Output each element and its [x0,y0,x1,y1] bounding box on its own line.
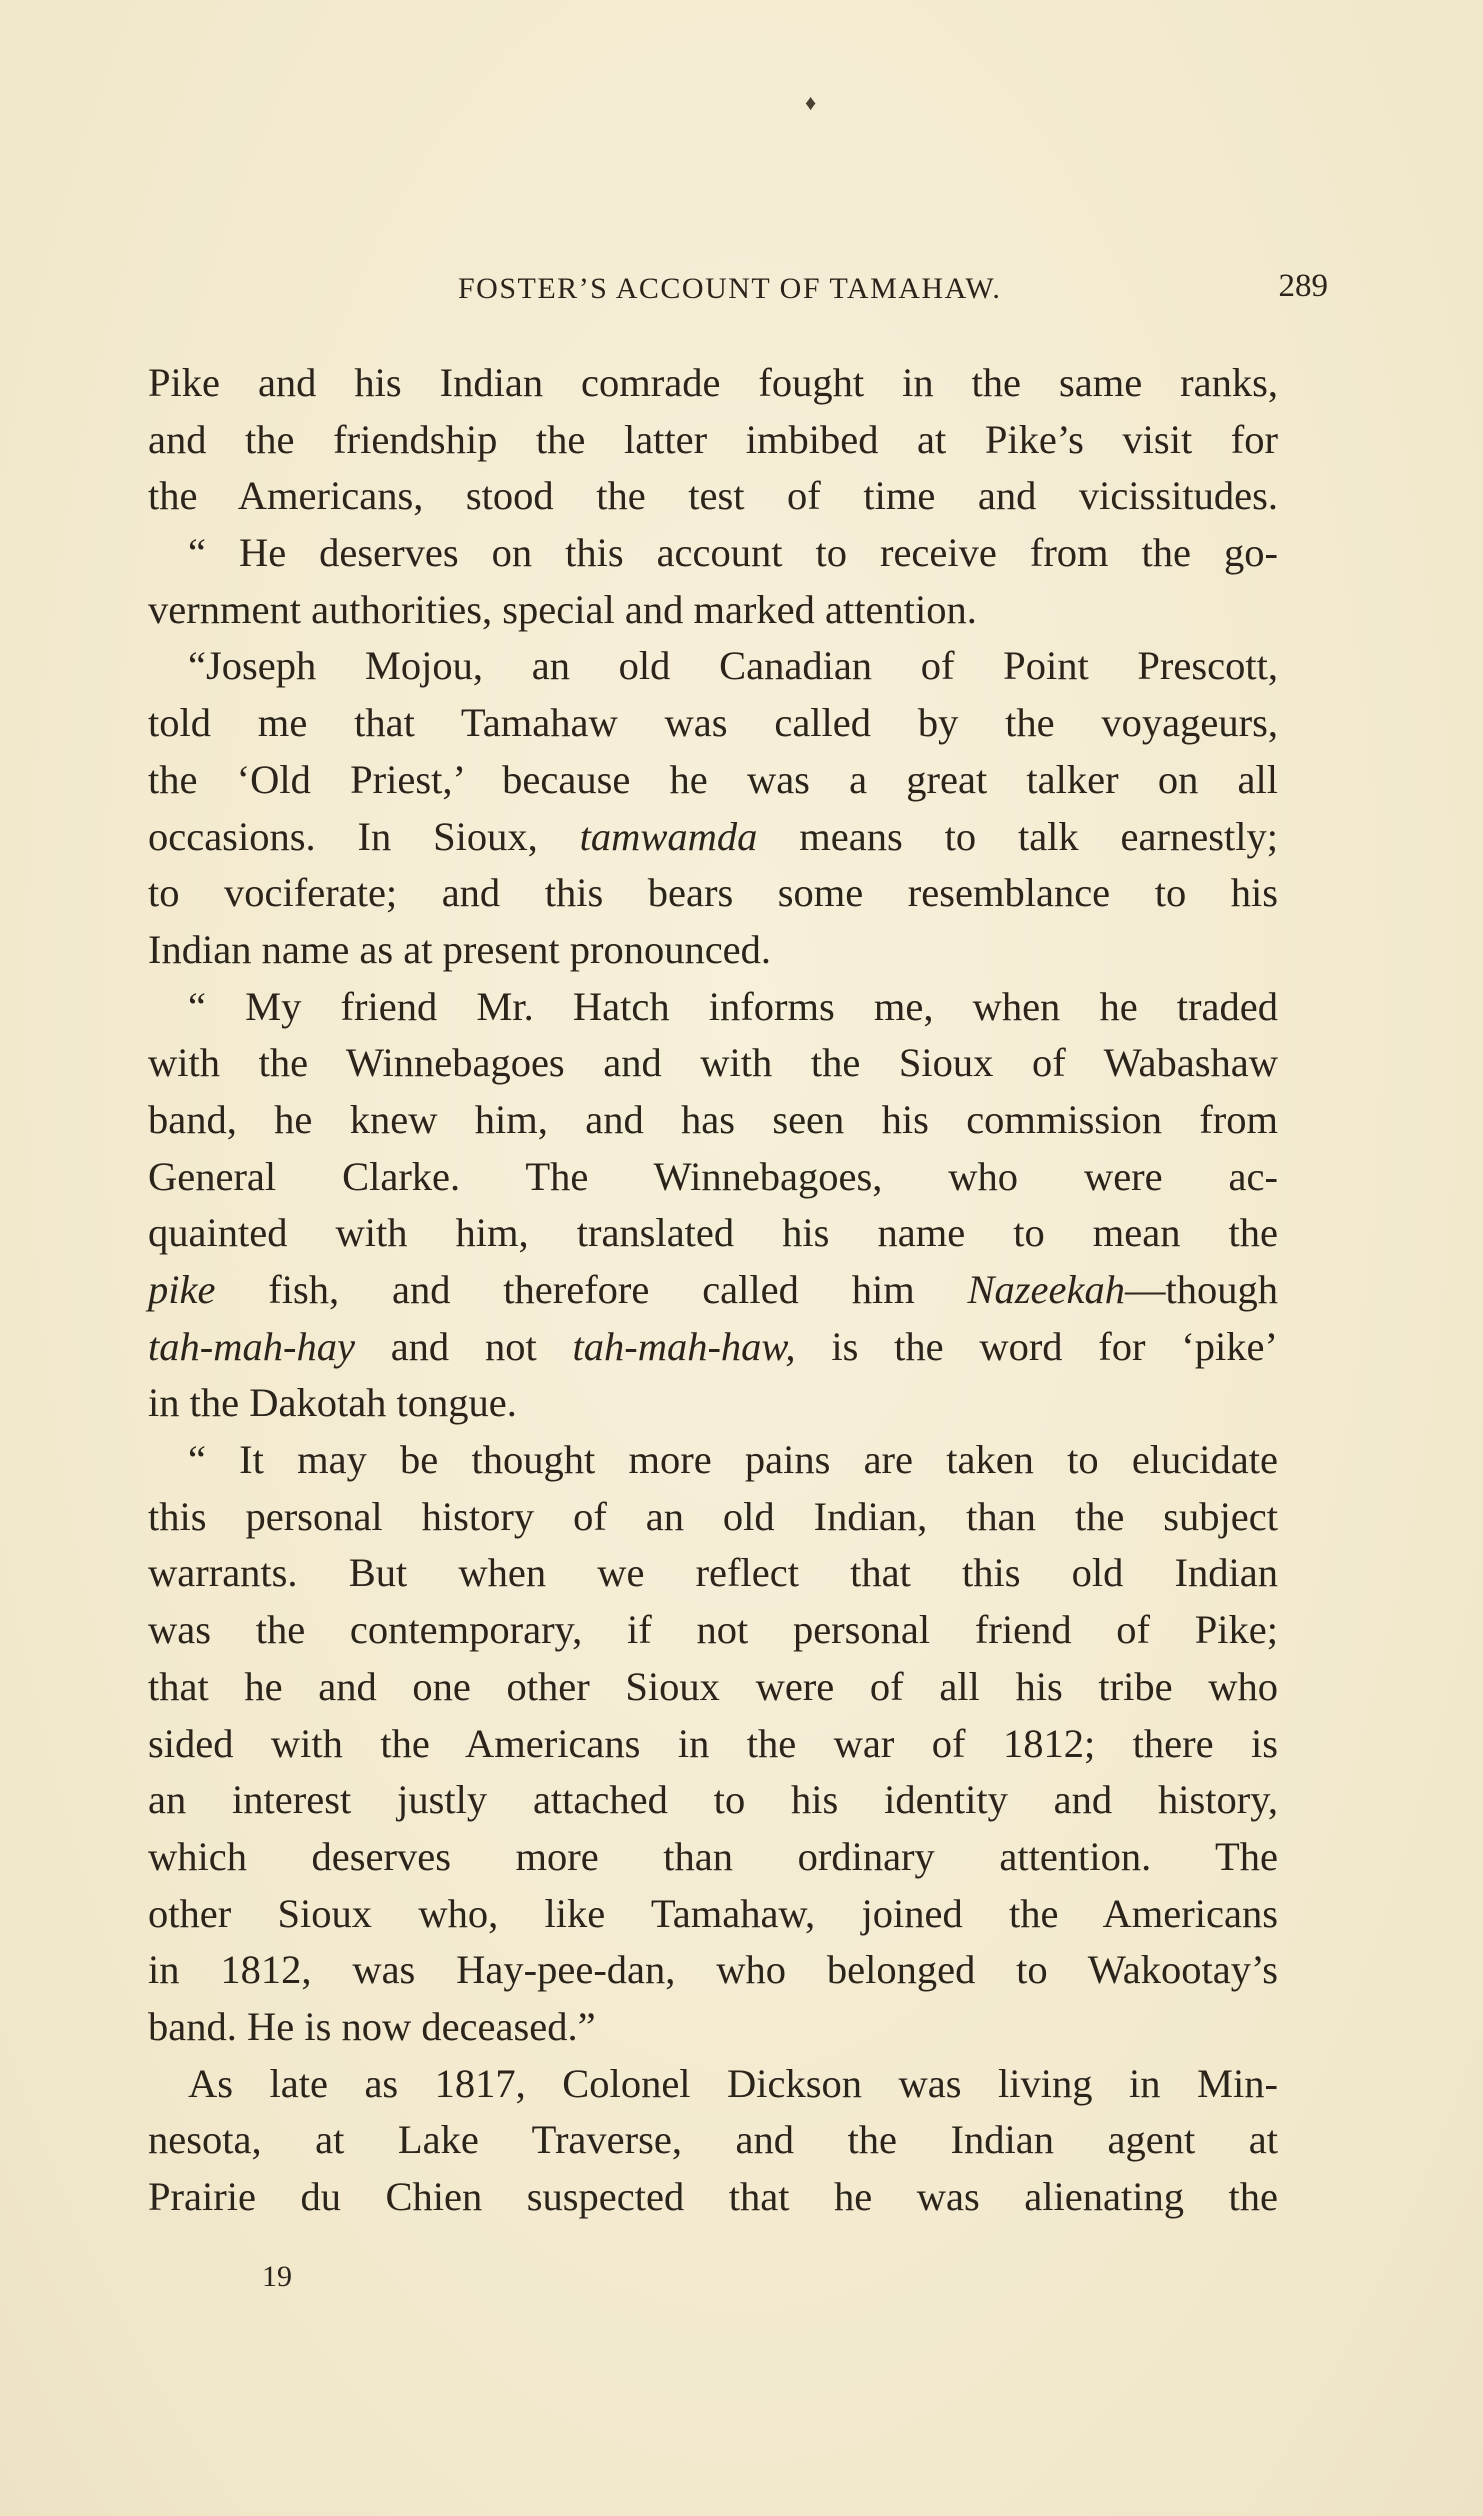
italic-term: tah-mah-haw, [572,1323,796,1369]
text-line [148,1319,1278,1376]
text-run: fish, and therefore called him [215,1267,968,1312]
text-line: “ It may be thought more pains are taken to elucidate [188,1437,1278,1483]
page-header [140,268,1328,318]
text-line: an interest justly attached to his identity and history, [148,1777,1278,1823]
text-line: and the friendship the latter imbibed at Pike’s visit for [148,416,1278,462]
text-line: vernment authorities, special and marked attention. [148,586,977,632]
text-run: —though [1124,1267,1278,1312]
text-line: to vociferate; and this bears some resemblance to his [148,870,1278,916]
italic-term: tamwamda [579,813,758,859]
text-line: that he and one other Sioux were of all his tribe who [148,1663,1278,1709]
text-line [148,1262,1278,1319]
italic-term: tah-mah-hay [148,1323,355,1369]
text-line: band. He is now deceased.” [148,2003,596,2049]
text-line: Indian name as at present pronounced. [148,926,772,972]
italic-term: Nazeekah [967,1267,1125,1312]
text-line: As late as 1817, Colonel Dickson was living in Min- [188,2060,1278,2106]
text-line: other Sioux who, like Tamahaw, joined the Americans [148,1890,1278,1936]
running-head: FOSTER’S ACCOUNT OF TAMAHAW. [458,272,1002,305]
text-line: General Clarke. The Winnebagoes, who were ac- [148,1153,1278,1199]
text-line: sided with the Americans in the war of 1812; there is [148,1720,1278,1766]
text-line: told me that Tamahaw was called by the voyageurs, [148,700,1278,746]
text-line: with the Winnebagoes and with the Sioux of Wabashaw [148,1040,1278,1086]
text-line: in the Dakotah tongue. [148,1380,517,1426]
text-line [148,809,1278,866]
text-line: which deserves more than ordinary attention. The [148,1833,1278,1879]
text-line: warrants. But when we reflect that this old Indian [148,1550,1278,1596]
text-run: occasions. In Sioux, [148,813,580,859]
text-line: was the contemporary, if not personal friend of Pike; [148,1607,1278,1653]
body-text [148,355,1278,2226]
text-line: “Joseph Mojou, an old Canadian of Point Prescott, [188,643,1278,689]
page-mark: ♦ [805,90,817,115]
text-line: nesota, at Lake Traverse, and the Indian agent at [148,2117,1278,2163]
text-line: “ My friend Mr. Hatch informs me, when he traded [188,983,1278,1029]
text-line: Pike and his Indian comrade fought in the same ranks, [148,360,1278,405]
text-line: the ‘Old Priest,’ because he was a great talker on all [148,756,1278,802]
text-line: Prairie du Chien suspected that he was alienating the [148,2174,1278,2219]
text-line: the Americans, stood the test of time and vicissitudes. [148,473,1278,519]
text-run: and not [354,1323,573,1369]
text-line: “ He deserves on this account to receive from the go- [188,530,1278,576]
signature-mark: 19 [262,2260,292,2293]
text-run: is the word for ‘pike’ [795,1323,1278,1369]
text-run: means to talk earnestly; [757,813,1278,859]
text-line: in 1812, was Hay-pee-dan, who belonged to Wakootay’s [148,1947,1278,1993]
page-number: 289 [1278,268,1328,304]
text-line: this personal history of an old Indian, than the subject [148,1493,1278,1539]
text-line: band, he knew him, and has seen his commission from [148,1096,1278,1142]
italic-term: pike [148,1267,216,1312]
text-line: quainted with him, translated his name to mean the [148,1210,1278,1256]
